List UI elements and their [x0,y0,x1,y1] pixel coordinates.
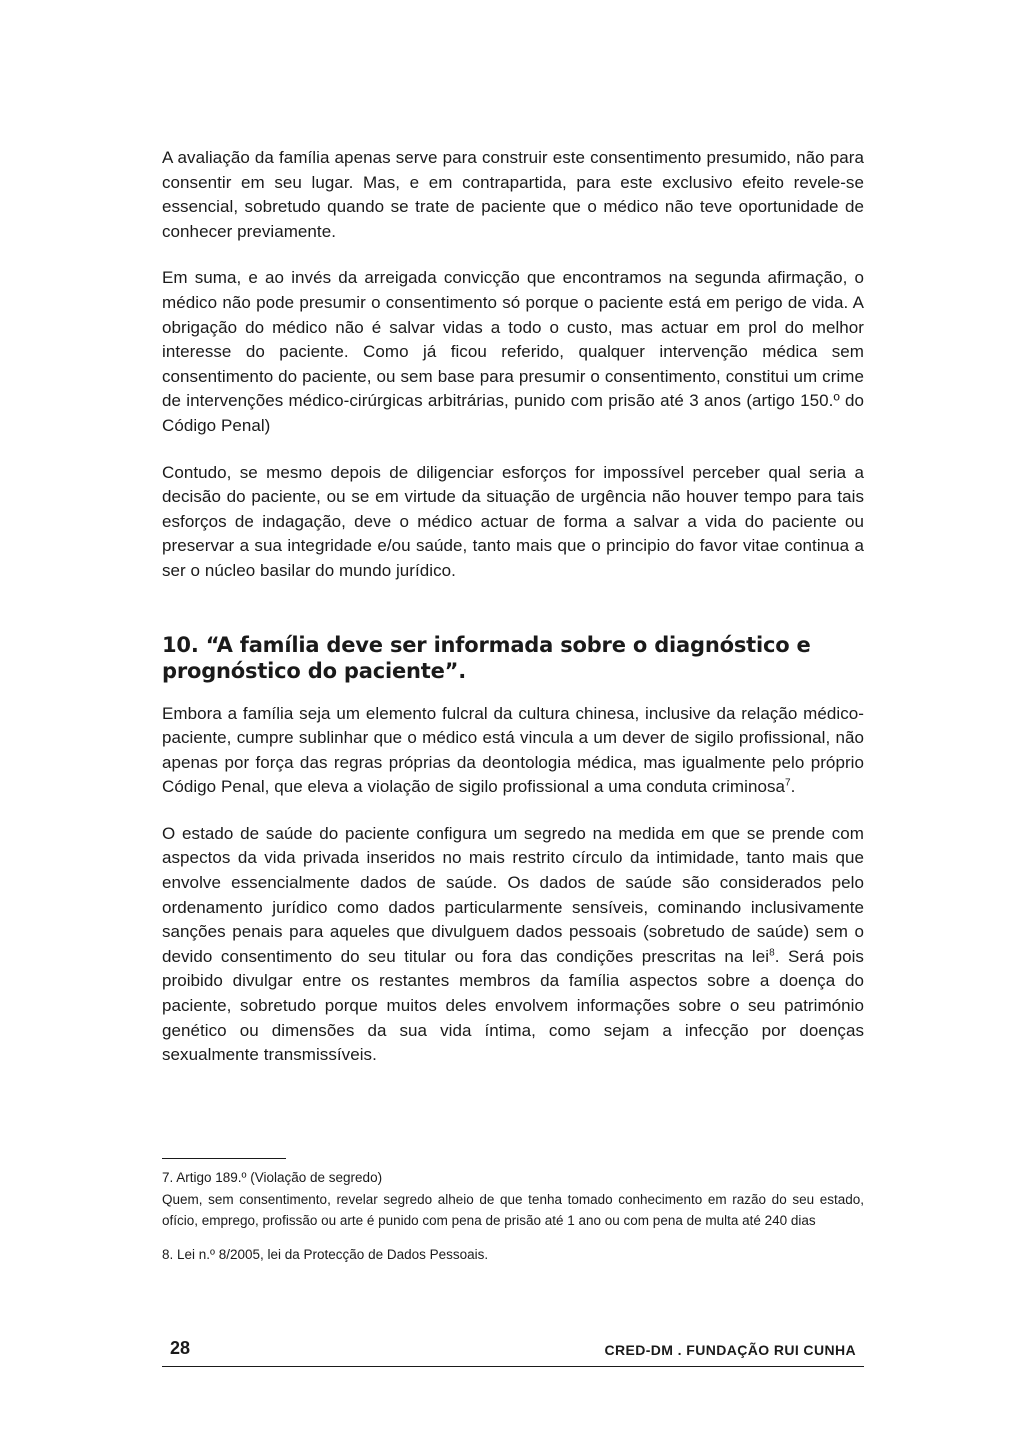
section-heading: 10. “A família deve ser informada sobre o diagnóstico e prognóstico do paciente”. [162,632,811,683]
footnotes [162,1158,864,1265]
footnote-rule [162,1158,286,1159]
footnote-7-title: 7. Artigo 189.º (Violação de segredo) [162,1170,383,1185]
paragraph-4 [162,702,864,800]
paragraph-1: A avaliação da família apenas serve para construir este consentimento presumido, não para consentir em seu lugar. Mas, e em contrapartida, para este exclusivo efeito revele-se essencial, sobretudo quando se trate de paciente que o médico não teve oportunidade de conhecer previamente. [162,148,864,241]
paragraph-5-rest: . Será pois proibido divulgar entre os restantes membros da família aspectos sobre a doença do paciente, sobretudo porque muitos deles envolvem informações sobre o seu património genético ou dimensões da sua vida íntima, como sejam a infecção por doenças sexualmente transmissíveis. [162,946,864,1065]
paragraph-5-text: O estado de saúde do paciente configura um segredo na medida em que se prende com aspectos da vida privada inseridos no mais restrito círculo da intimidade, tanto mais que envolve essencialmente dados de saúde. Os dados de saúde são considerados pelo ordenamento jurídico como dados particularmente sensíveis, cominando inclusivamente sanções penais para aqueles que divulguem dados pessoais (sobretudo de saúde) sem o devido consentimento do seu titular ou fora das condições prescritas na lei [162,823,864,966]
footnote-8: 8. Lei n.º 8/2005, lei da Protecção de Dados Pessoais. [162,1246,489,1262]
paragraph-2: Em suma, e ao invés da arreigada convicção que encontramos na segunda afirmação, o médico não pode presumir o consentimento só porque o paciente está em perigo de vida. A obrigação do médico não é salvar vidas a todo o custo, mas actuar em prol do melhor interesse do paciente. Como já ficou referido, qualquer intervenção médica sem consentimento do paciente, ou sem base para presumir o consentimento, constitui um crime de intervenções médico-cirúrgicas arbitrárias, punido com prisão até 3 anos (artigo 150.º do Código Penal) [162,268,864,435]
paragraph-5 [162,822,864,1068]
page-footer [162,1338,864,1367]
paragraph-3: Contudo, se mesmo depois de diligenciar esforços for impossível perceber qual seria a decisão do paciente, ou se em virtude da situação de urgência não houver tempo para tais esforços de indagação, deve o médico actuar de forma a salvar a vida do paciente ou preservar a sua integridade e/ou saúde, tanto mais que o principio do favor vitae continua a ser o núcleo basilar do mundo jurídico. [162,462,864,580]
publication-title: CRED-DM . FUNDAÇÃO RUI CUNHA [604,1342,856,1358]
footnote-7-text: Quem, sem consentimento, revelar segredo alheio de que tenha tomado conhecimento em razão do seu estado, ofício, emprego, profissão ou arte é punido com pena de prisão até 1 ano ou com pena de multa até 240 dias [162,1191,864,1228]
paragraph-4-end: . [790,777,796,797]
footnote-ref-7: 7 [785,777,791,789]
page-number: 28 [170,1338,191,1358]
footnote-ref-8: 8 [769,947,775,959]
main-text [162,146,864,1090]
paragraph-4-text: Embora a família seja um elemento fulcral da cultura chinesa, inclusive da relação médico-paciente, cumpre sublinhar que o médico está vincula a um dever de sigilo profissional, não apenas por força das regras próprias da deontologia médica, mas igualmente pelo próprio Código Penal, que eleva a violação de sigilo profissional a uma conduta criminosa [162,703,864,797]
